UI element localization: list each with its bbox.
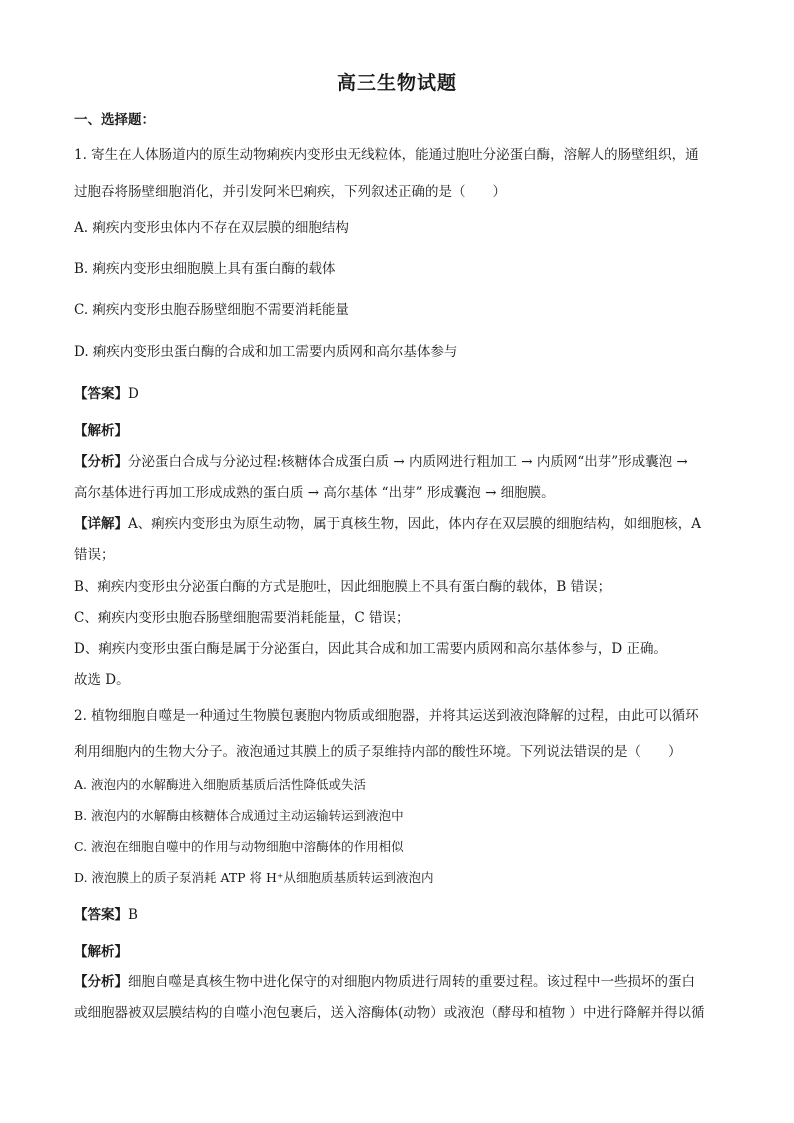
page-title: 高三生物试题 [336,72,457,94]
q2-option-c: C. 液泡在细胞自噬中的作用与动物细胞中溶酶体的作用相似 [74,839,404,854]
q1-analysis-tag [74,421,724,441]
q2-fenxi-line-1 [74,972,724,992]
section-heading: 一、选择题： [74,112,155,128]
q1-option-d: D. 痢疾内变形虫蛋白酶的合成和加工需要内质网和高尔基体参与 [74,344,458,360]
q1-option-b: B. 痢疾内变形虫细胞膜上具有蛋白酶的载体 [74,261,336,277]
q2-stem-line-2: 利用细胞内的生物大分子。液泡通过其膜上的质子泵维持内部的酸性环境。下列说法错误的是（ ） [74,744,682,760]
analysis-tag: 【解析】 [74,423,128,439]
q1-fenxi-line-2: 高尔基体进行再加工形成成熟的蛋白质 → 高尔基体 “出芽” 形成囊泡 → 细胞膜。 [74,485,555,501]
q2-option-b: B. 液泡内的水解酶由核糖体合成通过主动运输转运到液泡中 [74,808,404,823]
xiangjie-tag: 【详解】 [74,516,128,532]
q1-conclusion: 故选 D。 [74,672,130,688]
q1-fenxi-line-1 [74,452,724,472]
q1-stem-line-1: 1. 寄生在人体肠道内的原生动物痢疾内变形虫无线粒体，能通过胞吐分泌蛋白酶，溶解人的肠壁组织，通 [74,147,699,163]
fenxi-text: 细胞自噬是真核生物中进化保守的对细胞内物质进行周转的重要过程。该过程中一些损坏的蛋白 [128,974,695,990]
q2-option-d: D. 液泡膜上的质子泵消耗 ATP 将 H⁺从细胞质基质转运到液泡内 [74,870,434,885]
q1-answer-line [74,384,724,404]
q1-xiangjie-line-1 [74,514,724,534]
q1-detail-d: D、痢疾内变形虫蛋白酶是属于分泌蛋白，因此其合成和加工需要内质网和高尔基体参与，D 正确。 [74,641,667,657]
q2-analysis-tag [74,942,724,962]
q1-option-a: A. 痢疾内变形虫体内不存在双层膜的细胞结构 [74,220,349,236]
q2-fenxi-line-2: 或细胞器被双层膜结构的自噬小泡包裹后，送入溶酶体(动物）或液泡（酵母和植物 ）中进行降解并得以循 [74,1005,705,1021]
q2-answer-line [74,905,724,925]
answer-tag: 【答案】 [74,907,128,923]
q1-detail-b: B、痢疾内变形虫分泌蛋白酶的方式是胞吐，因此细胞膜上不具有蛋白酶的载体，B 错误； [74,579,612,595]
q2-stem-line-1: 2. 植物细胞自噬是一种通过生物膜包裹胞内物质或细胞器，并将其运送到液泡降解的过程，由此可以循环 [74,708,699,724]
fenxi-tag: 【分析】 [74,974,128,990]
answer-tag: 【答案】 [74,386,128,402]
q1-xiangjie-line-2: 错误； [74,547,115,563]
q2-option-a: A. 液泡内的水解酶进入细胞质基质后活性降低或失活 [74,777,366,792]
q1-detail-c: C、痢疾内变形虫胞吞肠壁细胞需要消耗能量，C 错误； [74,610,410,626]
q1-stem-line-2: 过胞吞将肠壁细胞消化，并引发阿米巴痢疾，下列叙述正确的是（ ） [74,184,506,200]
q1-option-c: C. 痢疾内变形虫胞吞肠壁细胞不需要消耗能量 [74,302,349,318]
answer-value: D [128,386,139,402]
answer-value: B [128,907,138,923]
fenxi-text: 分泌蛋白合成与分泌过程:核糖体合成蛋白质 → 内质网进行粗加工 → 内质网“出芽”形成囊泡 → [128,454,688,470]
xiangjie-text: A、痢疾内变形虫为原生动物，属于真核生物，因此，体内存在双层膜的细胞结构，如细胞核，A [128,516,701,532]
fenxi-tag: 【分析】 [74,454,128,470]
analysis-tag: 【解析】 [74,944,128,960]
